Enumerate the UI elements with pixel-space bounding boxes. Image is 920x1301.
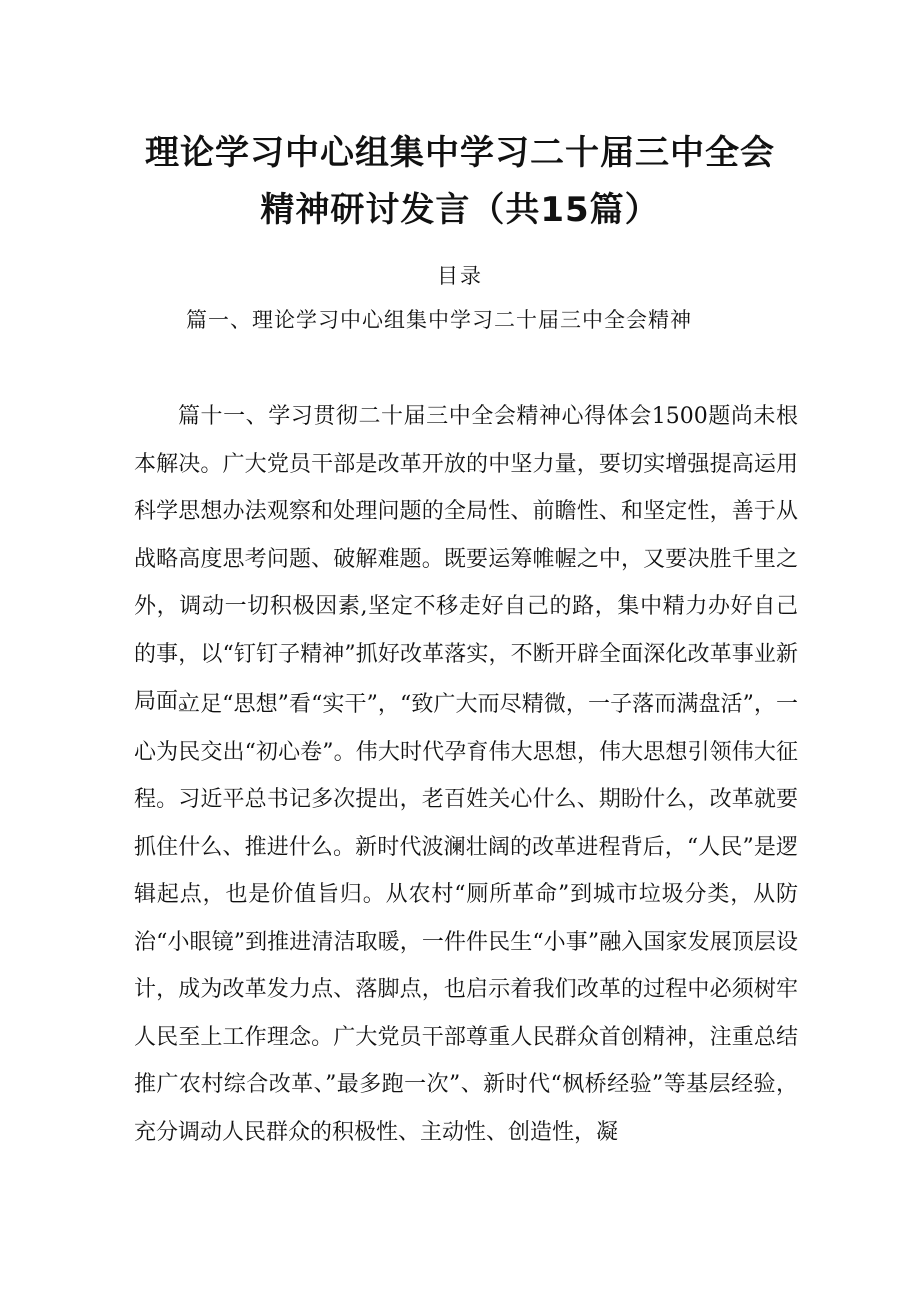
toc-item: 篇一、理论学习中心组集中学习二十届三中全会精神 <box>186 308 692 332</box>
document-title-line-1: 理论学习中心组集中学习二十届三中全会 <box>145 133 775 173</box>
body-paragraph: 立足“思想”看“实干”，“致广大而尽精微，一子落而满盘活”，一心为民交出“初心卷”。伟大时代孕育伟大思想，伟大思想引领伟大征程。习近平总书记多次提出，老百姓关心什么、期盼什么，改革就要抓住什么、推进什么。新时代波澜壮阔的改革进程背后，“人民”是逻辑起点，也是价值旨归。从农村“厕所革命”到城市垃圾分类，从防治“小眼镜”到推进清洁取暖，一件件民生“小事”融入国家发展顶层设计，成为改革发力点、落脚点，也启示着我们改革的过程中必须树牢人民至上工作理念。广大党员干部尊重人民群众首创精神，注重总结推广农村综合改革、”最多跑一次”、新时代“枫桥经验”等基层经验，充分调动人民群众的积极性、主动性、创造性，凝 <box>134 692 798 1145</box>
document-title-line-2: 精神研讨发言（共15篇） <box>260 190 660 230</box>
toc-heading: 目录 <box>437 264 483 288</box>
body-paragraph: 篇十一、学习贯彻二十届三中全会精神心得体会1500题尚未根本解决。广大党员干部是改革开放的中坚力量，要切实增强提高运用科学思想办法观察和处理问题的全局性、前瞻性、和坚定性，善于从战略高度思考问题、破解难题。既要运筹帷幄之中，又要决胜千里之外，调动一切积极因素,坚定不移走好自己的路，集中精力办好自己的事，以“钉钉子精神”抓好改革落实，不断开辟全面深化改革事业新局面。 <box>134 404 798 714</box>
